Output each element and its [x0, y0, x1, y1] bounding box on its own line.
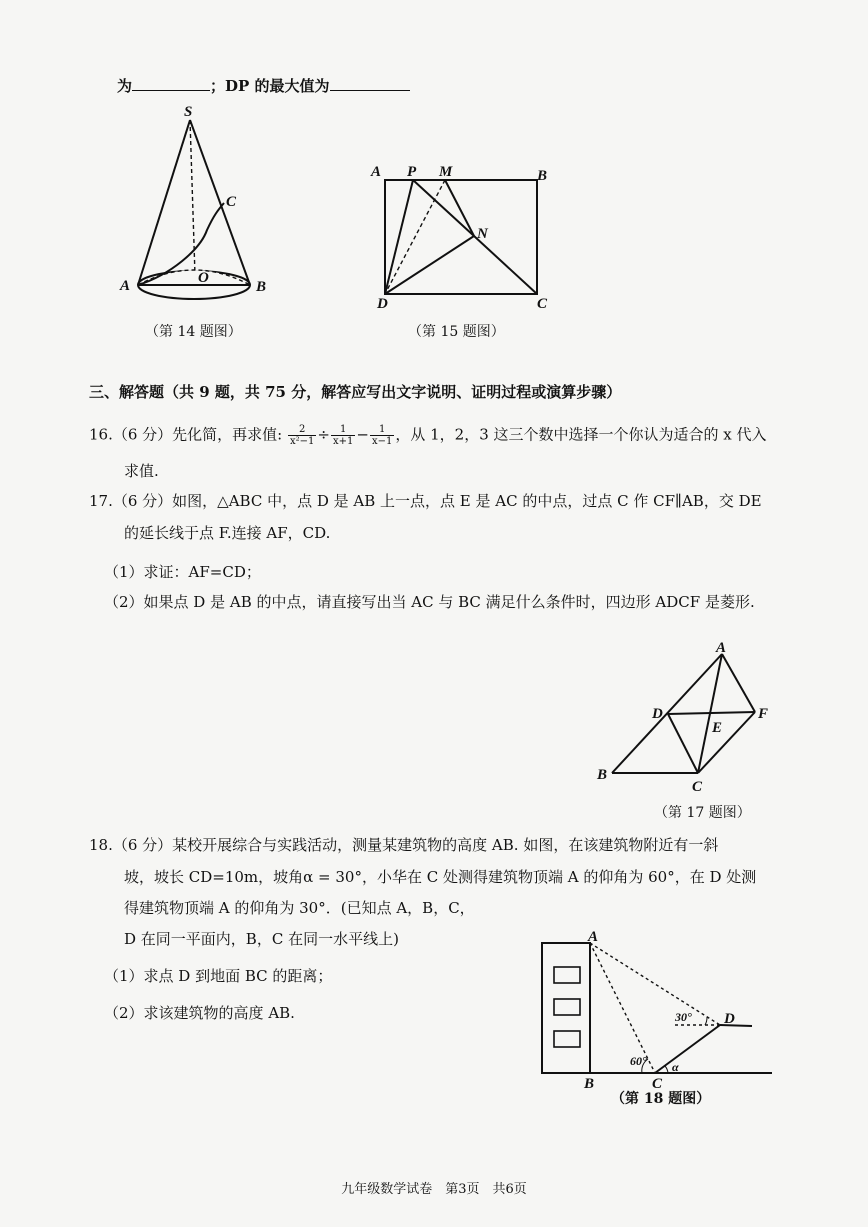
label-C: C [537, 296, 548, 312]
q16-line-2: 求值. [124, 462, 159, 480]
q16-stem: 16.（6 分）先化简，再求值: [89, 425, 283, 444]
prefix-text: 为 [117, 77, 133, 95]
label-A: A [588, 929, 599, 945]
label-C: C [226, 194, 237, 210]
q17-part-1: （1）求证：AF=CD； [104, 563, 261, 581]
label-A: A [716, 640, 727, 656]
label-B: B [537, 168, 548, 184]
divide-sign: ÷ [317, 425, 330, 444]
question-16 [89, 424, 767, 447]
fraction-3: $\frac{1}{x-1}$ [371, 424, 393, 447]
label-alpha: α [672, 1060, 679, 1074]
q17-line-1: 17.（6 分）如图，△ABC 中，点 D 是 AB 上一点，点 E 是 AC 的中点，过点 C 作 CF∥AB，交 DE [89, 492, 762, 510]
label-P: P [407, 164, 417, 180]
figure-18 [530, 925, 780, 1095]
label-E: E [712, 720, 723, 736]
figure-17 [592, 638, 782, 798]
label-B: B [256, 279, 267, 295]
fraction-2: $\frac{1}{x+1}$ [332, 424, 354, 447]
q17-line-2: 的延长线于点 F.连接 AF，CD. [124, 524, 331, 542]
label-D: D [652, 706, 663, 722]
q18-line-4: D 在同一平面内，B，C 在同一水平线上) [124, 930, 399, 948]
q18-line-2: 坡，坡长 CD=10m，坡角α = 30°，小华在 C 处测得建筑物顶端 A 的仰角为 60°，在 D 处测 [124, 868, 757, 886]
label-M: M [439, 164, 453, 180]
figure-15-rectangle [365, 160, 565, 315]
figure-15-caption: （第 15 题图） [408, 324, 505, 340]
label-O: O [198, 270, 209, 286]
fraction-1: $\frac{2}{\text{x²−1}}$ [290, 424, 315, 447]
label-F: F [758, 706, 769, 722]
q17-part-2: （2）如果点 D 是 AB 的中点，请直接写出当 AC 与 BC 满足什么条件时，四边形 ADCF 是菱形. [104, 593, 755, 611]
minus-sign: − [356, 425, 369, 444]
answer-blank-1[interactable] [132, 76, 210, 91]
figure-18-caption: （第 18 题图） [611, 1091, 711, 1107]
label-A: A [371, 164, 382, 180]
label-angle-60: 60° [630, 1054, 647, 1068]
page-footer: 九年级数学试卷 第3页 共6页 [341, 1182, 527, 1197]
figure-14-cone [110, 100, 280, 310]
label-S: S [184, 104, 193, 120]
q16-rest: ，从 1，2，3 这三个数中选择一个你认为适合的 x 代入 [395, 425, 767, 444]
label-C: C [692, 779, 703, 795]
label-B: B [584, 1076, 595, 1092]
label-C: C [652, 1076, 663, 1092]
q18-line-3: 得建筑物顶端 A 的仰角为 30°．(已知点 A，B，C， [124, 899, 475, 917]
label-D: D [724, 1011, 735, 1027]
figure-14-caption: （第 14 题图） [145, 324, 242, 340]
label-angle-30: 30° [675, 1010, 692, 1024]
figure-17-caption: （第 17 题图） [654, 805, 751, 821]
answer-blank-2[interactable] [330, 76, 410, 91]
label-A: A [120, 278, 131, 294]
label-N: N [477, 226, 488, 242]
mid-text: ；DP 的最大值为 [210, 77, 330, 95]
label-D: D [377, 296, 388, 312]
q13-answer-line [117, 76, 410, 96]
q18-part-1: （1）求点 D 到地面 BC 的距离； [104, 967, 333, 985]
label-B: B [597, 767, 608, 783]
section-3-heading: 三、解答题（共 9 题，共 75 分，解答应写出文字说明、证明过程或演算步骤） [89, 383, 622, 401]
q18-part-2: （2）求该建筑物的高度 AB. [104, 1004, 295, 1022]
q18-line-1: 18.（6 分）某校开展综合与实践活动，测量某建筑物的高度 AB. 如图，在该建筑物附近有一斜 [89, 836, 719, 854]
